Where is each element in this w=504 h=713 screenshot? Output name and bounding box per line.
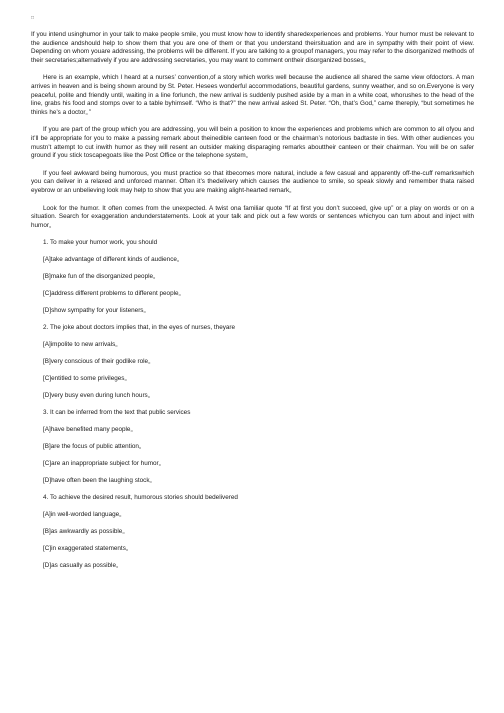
paragraph-2: Here is an example, which I heard at a nurses’ convention,of a story which works well because the audience all shared the same view ofdoctors. A man arrives in heaven and is being shown around by St. Peter. Hesees wonderful accommodations, beautiful gardens, sunny weather, and so on.Everyone is very peaceful, polite and friendly until, waiting in a line forlunch, the new arrival is suddenly pushed aside by a man in a white coat, whorushes to the head of the line, grabs his food and stomps over to a table byhimself. “Who is that?” the new arrival asked St. Peter. “Oh, that’s God,” came thereply, “but sometimes he thinks he’s a doctor。” (31, 74, 474, 116)
option-d: [D]have often been the laughing stock。 (43, 477, 156, 485)
option-b: [B]as awkwardly as possible。 (43, 528, 129, 536)
question-stem: 1. To make your humor work, you should (43, 239, 158, 247)
option-c: [C]address different problems to different people。 (43, 290, 185, 298)
paragraph-5: Look for the humor. It often comes from the unexpected. A twist ona familiar quote “If at first you don’t succeed, give up” or a play on words or on a situation. Search for exaggeration andunderstatements. Look at your talk and pick out a few words or sentences whichyou can turn about and inject with humor。 (31, 204, 474, 229)
option-d: [D]show sympathy for your listeners。 (43, 307, 150, 315)
option-d: [D]as casually as possible。 (43, 561, 123, 569)
option-a: [A]in well-worded language。 (43, 511, 126, 519)
option-a: [A]have benefited many people。 (43, 426, 137, 434)
option-a: [A]take advantage of different kinds of audience。 (43, 256, 184, 264)
corner-mark: □ (31, 15, 35, 21)
question-stem: 3. It can be inferred from the text that public services (43, 409, 191, 417)
paragraph-3: If you are part of the group which you are addressing, you will bein a position to know the experiences and problems which are common to all ofyou and it’ll be appropriate for you to make a passing remark about theinedible canteen food or the chairman’s notorious badtaste in ties. With other audiences you mustn’t attempt to cut inwith humor as they will resent an outsider making disparaging remarks abouttheir canteen or their chairman. You will be on safer ground if you stick toscapegoats like the Post Office or the telephone system。 (31, 126, 474, 160)
question-2 (31, 324, 474, 401)
question-stem: 4. To achieve the desired result, humorous stories should bedelivered (43, 494, 238, 502)
question-3 (31, 409, 474, 486)
question-stem: 2. The joke about doctors implies that, in the eyes of nurses, theyare (43, 324, 236, 332)
question-4 (31, 494, 474, 571)
option-b: [B]very conscious of their godlike role。 (43, 358, 155, 366)
paragraph-1: If you intend usinghumor in your talk to make people smile, you must know how to identify sharedexperiences and problems. Your humor must be relevant to the audience andshould help to show them that you are one of them or that you understand theirsituation and are in sympathy with their point of view. Depending on whom youare addressing, the problems will be different. If you are talking to a groupof managers, you may refer to the disorganized methods of their secretaries;alternatively if you are addressing secretaries, you may want to comment ontheir disorganized bosses。 (31, 31, 474, 64)
option-d: [D]very busy even during lunch hours。 (43, 392, 155, 400)
paragraph-4: If you feel awkward being humorous, you must practice so that itbecomes more natural, include a few casual and apparently off-the-cuff remarkswhich you can deliver in a relaxed and unforced manner. Often it’s thedelivery which causes the audience to smile, so speak slowly and remember thata raised eyebrow or an unbelieving look may help to show that you are making alight-hearted remark。 (31, 169, 474, 194)
option-b: [B]are the focus of public attention。 (43, 443, 146, 451)
option-a: [A]impolite to new arrivals。 (43, 341, 122, 349)
option-c: [C]entitled to some privileges。 (43, 375, 131, 383)
option-c: [C]in exaggerated statements。 (43, 545, 133, 552)
question-1 (31, 239, 474, 316)
option-b: [B]make fun of the disorganized people。 (43, 273, 160, 281)
option-c: [C]are an inappropriate subject for humor。 (43, 460, 166, 468)
